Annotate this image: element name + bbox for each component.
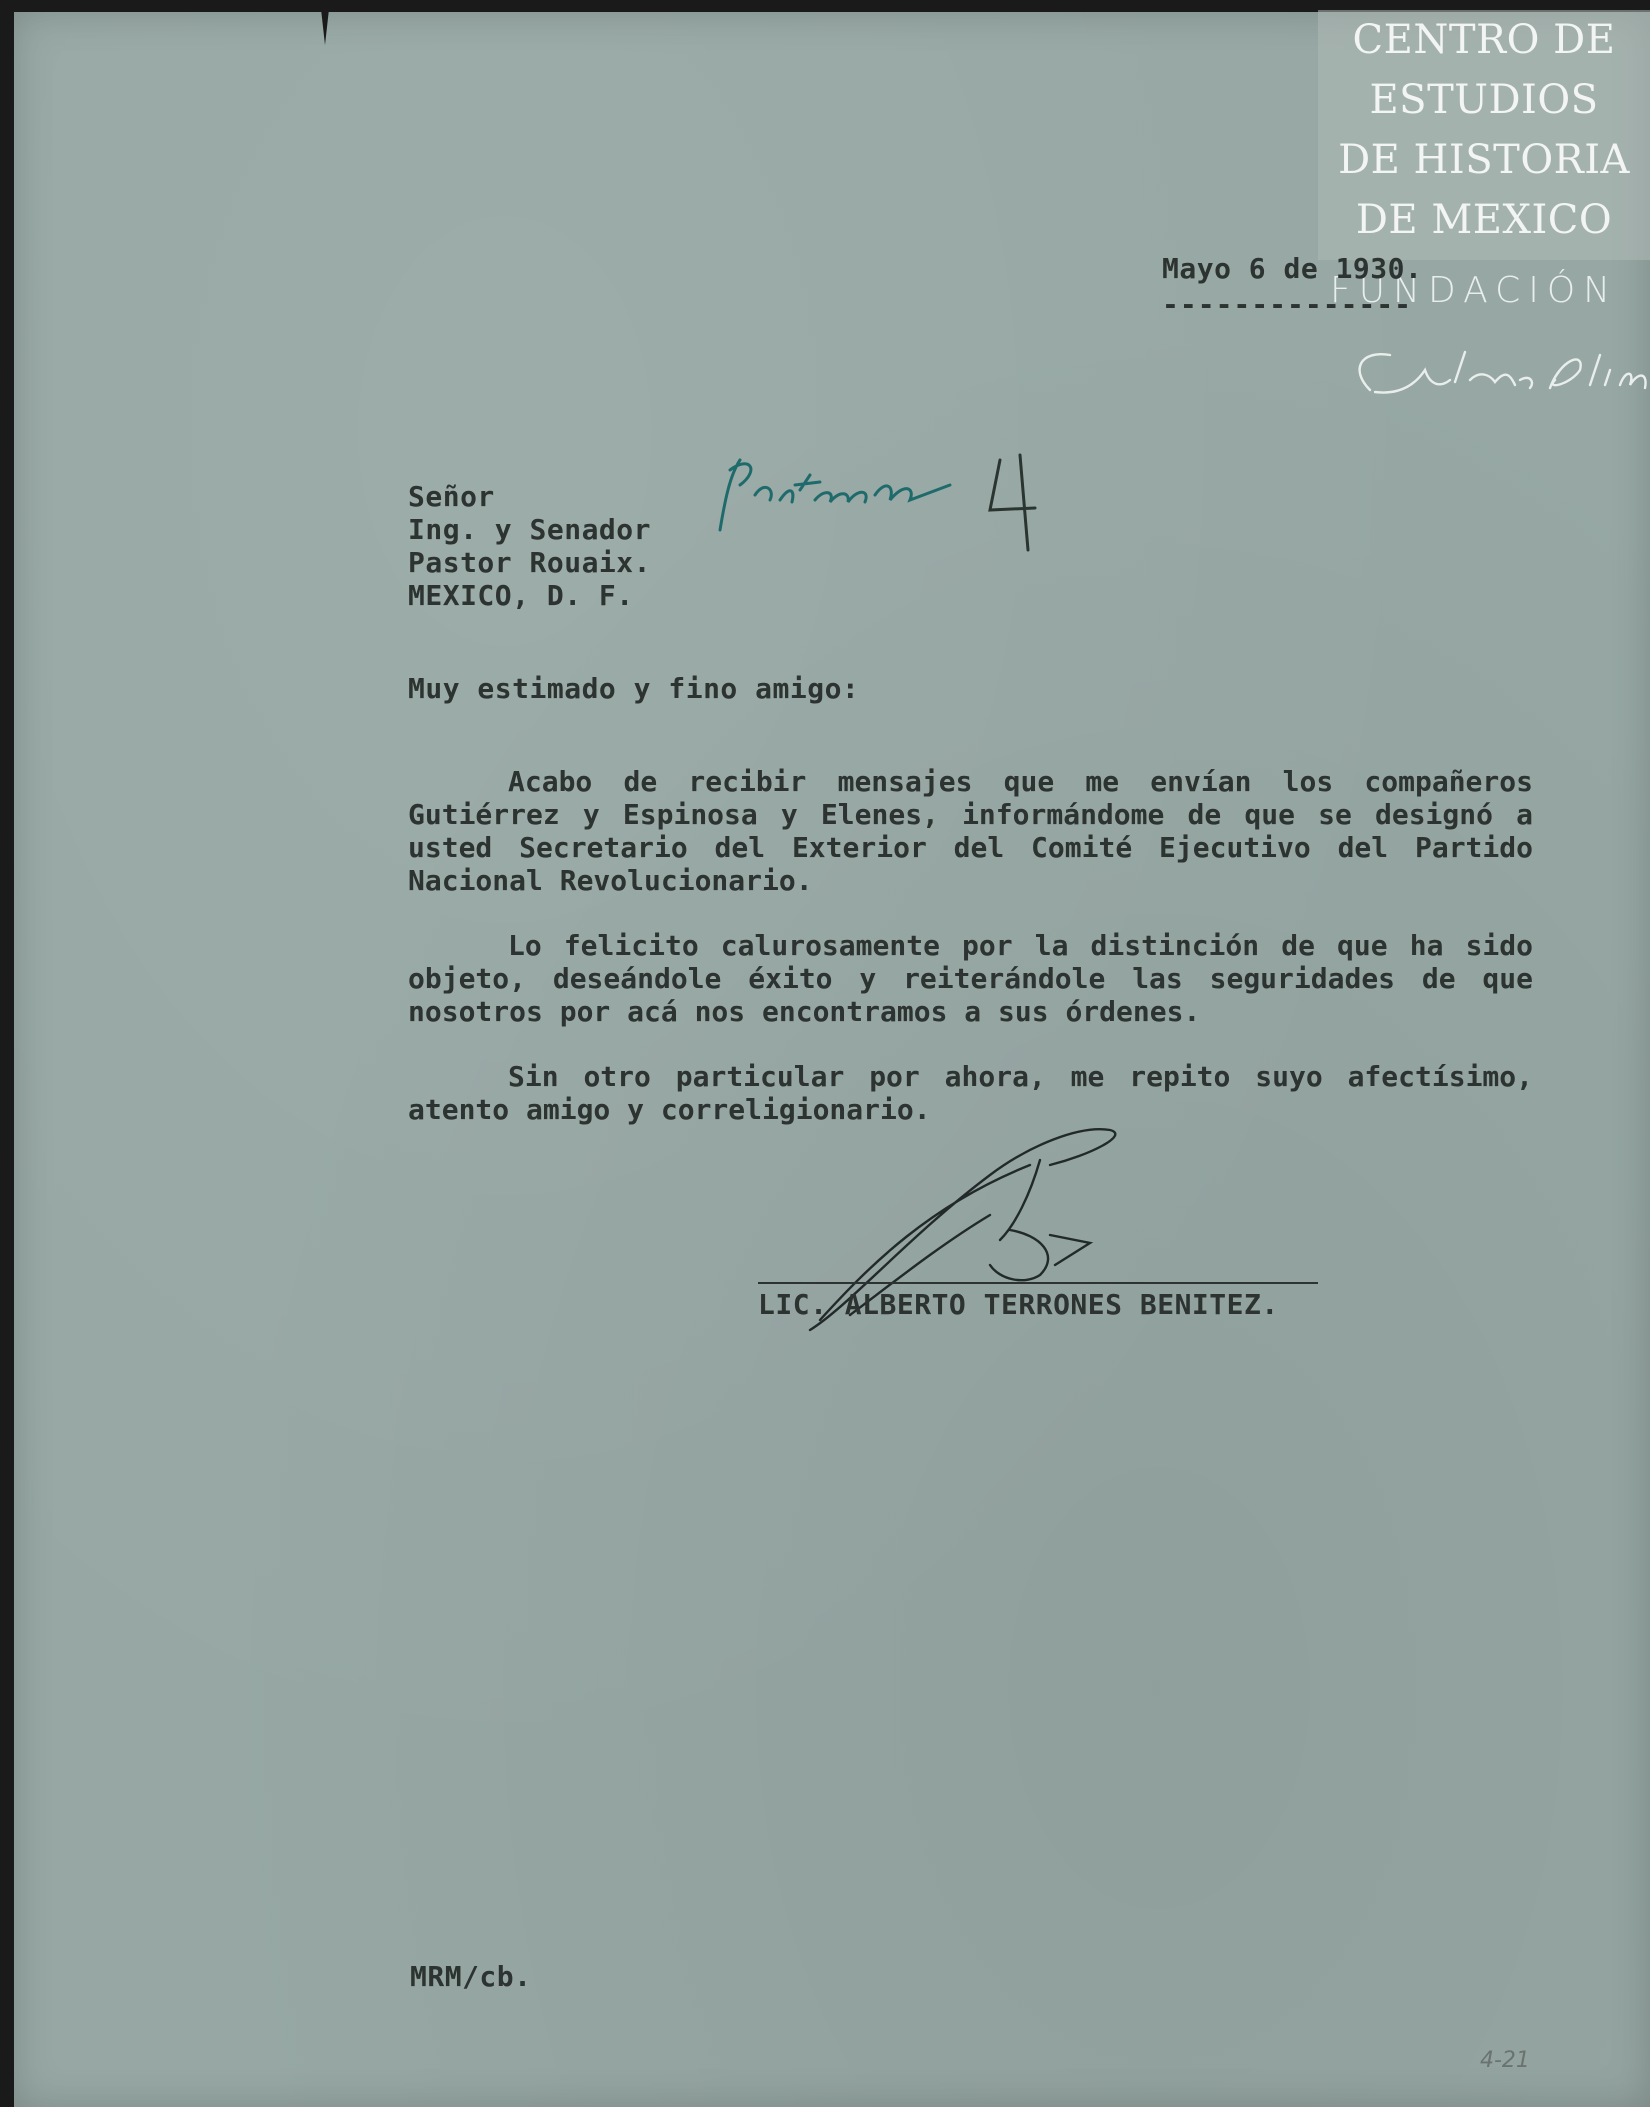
letter-date: Mayo 6 de 1930. [1162,252,1423,285]
body-paragraph: Lo felicito calurosamente por la distinción de que ha sido objeto, deseándole éxito y reiterándole las seguridades de que nosotros por acá nos encontramos a sus órdenes. [408,929,1533,1028]
archive-watermark [1318,10,1650,260]
addressee-line: Señor [408,480,495,513]
addressee-line: Ing. y Senador [408,513,652,546]
date-underline: -------------- [1162,288,1413,321]
corner-tear-mark [318,0,332,45]
handwritten-annotation [700,440,1080,570]
signatory-name: LIC. ALBERTO TERRONES BENITEZ. [758,1288,1279,1321]
foundation-signature-logo [1330,330,1650,420]
watermark-line: CENTRO DE [1352,17,1616,63]
watermark-line: ESTUDIOS [1369,77,1599,123]
watermark-line: DE HISTORIA [1338,137,1630,183]
body-paragraph: Acabo de recibir mensajes que me envían los compañeros Gutiérrez y Espinosa y Elenes, informándome de que se designó a usted Secretario del Exterior del Comité Ejecutivo del Partido Nacional Revolucionario. [408,765,1533,897]
watermark-line: DE MEXICO [1355,197,1613,243]
page-mark: 4-21 [1480,2048,1530,2073]
addressee-block [408,480,651,612]
foundation-label: FUNDACIÓN [1330,270,1619,311]
reference-initials: MRM/cb. [410,1960,532,1993]
addressee-line: Pastor Rouaix. [408,546,652,579]
body-paragraph: Sin otro particular por ahora, me repito suyo afectísimo, atento amigo y correligionario. [408,1060,1533,1126]
signature-line [758,1282,1318,1284]
addressee-line: MEXICO, D. F. [408,579,634,612]
greeting: Muy estimado y fino amigo: [408,672,860,705]
